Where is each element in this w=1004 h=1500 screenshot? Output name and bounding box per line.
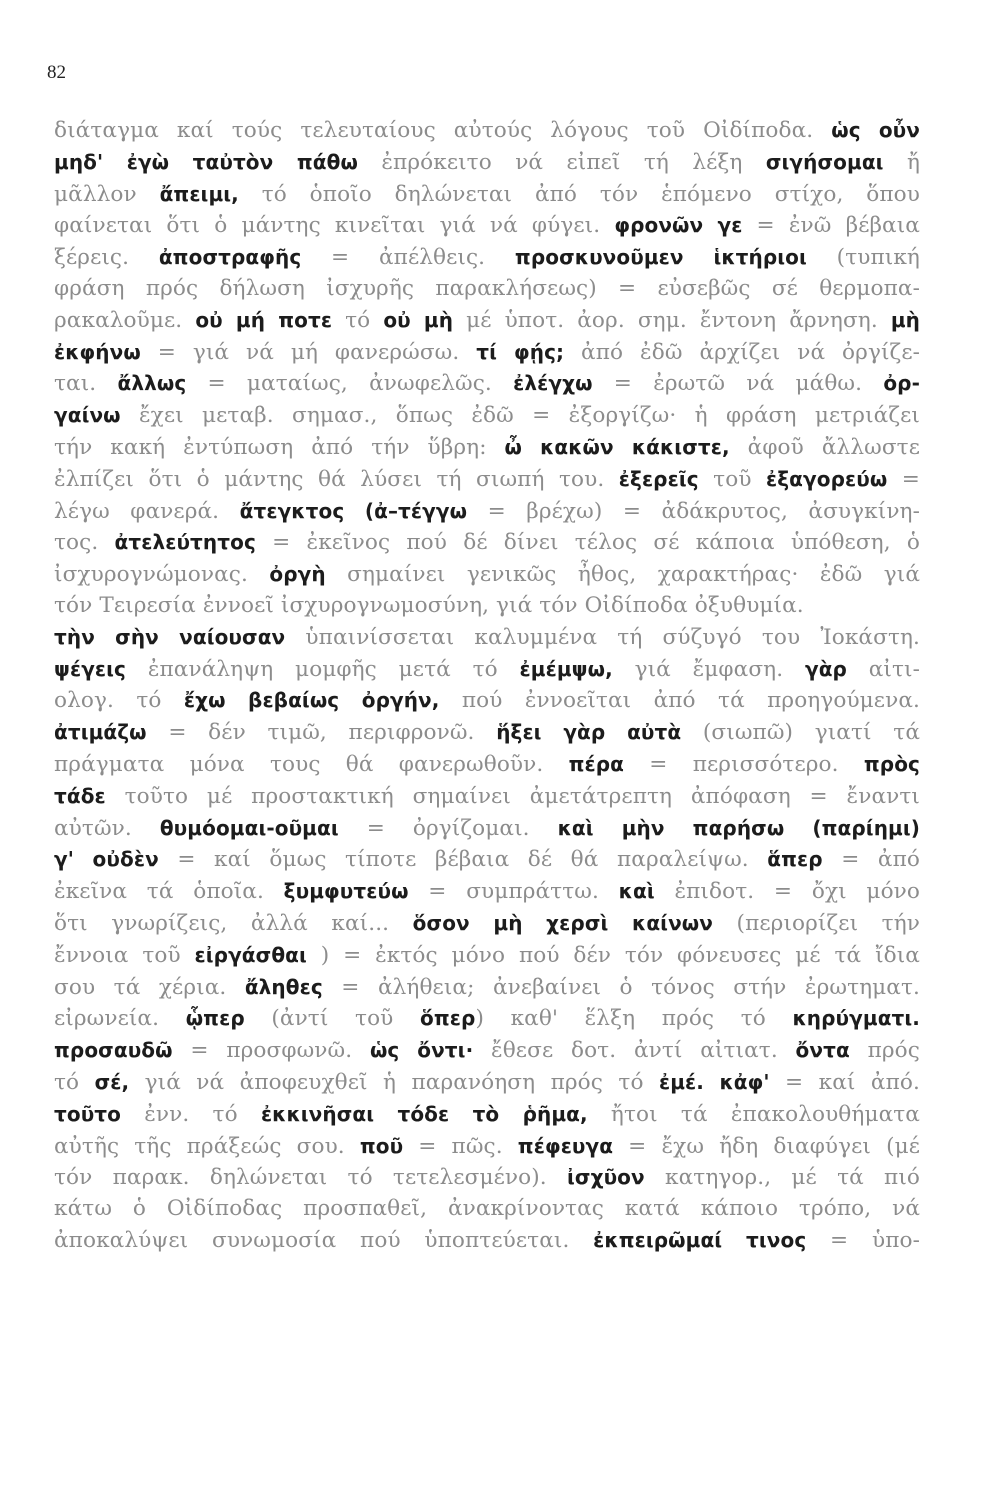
- gloss-text: = καί ἀπό.: [769, 1069, 920, 1095]
- bold-term: ψέγεις: [54, 656, 127, 681]
- gloss-text: = συμπράττω.: [408, 879, 619, 905]
- gloss-text: = πῶς.: [403, 1133, 518, 1159]
- bold-term: ξυμφυτεύω: [283, 879, 409, 904]
- text-line: [54, 972, 920, 1004]
- gloss-text: = ματαίως, ἀνωφελῶς.: [186, 371, 514, 397]
- gloss-text: = προσφωνῶ.: [172, 1038, 370, 1064]
- text-line: [54, 305, 920, 337]
- bold-term: ὀρ-: [883, 371, 920, 396]
- gloss-text: σημαίνει γενικῶς ἦθος, χαρακτήρας· ἐδῶ γιά: [325, 562, 921, 588]
- gloss-text: ἀποκαλύψει συνωμοσία πού ὑποπτεύεται.: [54, 1227, 594, 1253]
- bold-term: εἰργάσθαι: [194, 942, 307, 967]
- bold-term: ἀτιμάζω: [54, 720, 147, 745]
- text-line: [54, 622, 920, 654]
- bold-term: προσαυδῶ: [54, 1038, 173, 1063]
- bold-term: πέρα: [568, 751, 625, 776]
- gloss-text: ἤτοι τά ἐπακολουθήματα: [587, 1101, 920, 1127]
- bold-term: θυμόομαι-οῦμαι: [159, 815, 339, 840]
- gloss-text: = βρέχω) = ἀδάκρυτος, ἀσυγκίνη-: [467, 498, 920, 524]
- gloss-text: ἐπιδοτ. = ὄχι μόνο: [654, 879, 920, 905]
- gloss-text: ἀφοῦ ἄλλωστε: [729, 434, 920, 460]
- bold-term: πέφευγα: [517, 1133, 614, 1158]
- gloss-text: =: [887, 466, 920, 492]
- text-line: [54, 844, 920, 876]
- text-line: [54, 527, 920, 559]
- gloss-text: = ὑπο-: [806, 1227, 920, 1253]
- gloss-text: τό ὁποῖο δηλώνεται ἀπό τόν ἑπόμενο στίχο, ὅπου: [238, 181, 920, 207]
- bold-term: πρὸς: [863, 751, 921, 776]
- bold-term: ποῦ: [359, 1133, 404, 1158]
- text-line: [54, 115, 920, 147]
- gloss-text: = γιά νά μή φανερώσω.: [140, 339, 477, 365]
- gloss-text: πού ἐννοεῖται ἀπό τά προηγούμενα.: [439, 688, 920, 714]
- gloss-text: (περιορίζει τήν: [713, 910, 920, 936]
- bold-term: σέ,: [94, 1069, 130, 1094]
- bold-term: φρονῶν γε: [614, 213, 743, 238]
- bold-term: ἰσχῦον: [567, 1165, 645, 1190]
- bold-term: ὀργὴ: [269, 562, 326, 587]
- bold-term: ἐλέγχω: [513, 371, 593, 396]
- bold-term: ὅσον μὴ χερσὶ καίνων: [412, 910, 714, 935]
- gloss-text: τήν κακή ἐντύπωση ἀπό τήν ὕβρη:: [54, 434, 505, 460]
- bold-term: ὦ κακῶν κάκιστε,: [504, 434, 730, 459]
- gloss-text: τόν Τειρεσία ἐννοεῖ ἰσχυρογνωμοσύνη, γιά τόν Οἰδίποδα ὀξυθυμία.: [54, 592, 804, 618]
- bold-term: σιγήσομαι: [765, 149, 884, 174]
- text-line: [54, 781, 920, 813]
- bold-term: ἄλλως: [117, 371, 187, 396]
- bold-term: ἅπερ: [767, 847, 823, 872]
- gloss-text: φράση πρός δήλωση ἰσχυρῆς παρακλήσεως) = εὐσεβῶς σέ θερμοπα-: [54, 275, 920, 301]
- bold-term: οὐ μὴ: [383, 307, 454, 332]
- gloss-text: ξέρεις.: [54, 245, 159, 271]
- bold-term: κηρύγματι.: [792, 1006, 920, 1031]
- bold-term: ἔχω βεβαίως ὀργήν,: [183, 688, 440, 713]
- gloss-text: τό: [332, 307, 384, 333]
- gloss-text: = ἐκεῖνος πού δέ δίνει τέλος σέ κάποια ὑπόθεση, ὁ: [255, 530, 920, 556]
- bold-term: ἄτεγκτος (ἀ–τέγγω: [239, 498, 468, 523]
- bold-term: οὐ μή ποτε: [195, 307, 333, 332]
- gloss-text: ἔννοια τοῦ: [54, 942, 195, 968]
- gloss-text: ἐνν. τό: [121, 1101, 261, 1127]
- gloss-text: (τυπική: [806, 245, 920, 271]
- gloss-text: ρακαλοῦμε.: [54, 307, 196, 333]
- bold-term: τάδε: [54, 783, 106, 808]
- bold-term: γὰρ: [804, 656, 847, 681]
- gloss-text: κατηγορ., μέ τά πιό: [644, 1165, 921, 1191]
- text-line: [54, 559, 920, 591]
- text-line: [54, 908, 920, 940]
- bold-term: ἐμέ. κἀφ': [658, 1069, 770, 1094]
- text-line: [54, 1194, 920, 1225]
- bold-term: ἐκφήνω: [54, 339, 141, 364]
- bold-term: ὅπερ: [420, 1006, 476, 1031]
- bold-term: ὡς οὖν: [831, 118, 920, 142]
- bold-term: ἄληθες: [244, 974, 323, 999]
- gloss-text: ται.: [54, 371, 118, 397]
- text-line: [54, 147, 920, 179]
- gloss-text: τοῦ: [698, 466, 767, 492]
- gloss-text: γιά ἔμφαση.: [612, 656, 805, 682]
- text-line: [54, 464, 920, 496]
- gloss-text: τό: [54, 1069, 95, 1095]
- gloss-text: τος.: [54, 530, 115, 556]
- bold-term: ᾧπερ: [185, 1006, 245, 1031]
- gloss-text: = καί ὅμως τίποτε βέβαια δέ θά παραλείψω.: [158, 847, 768, 873]
- gloss-text: αὐτῶν.: [54, 815, 160, 841]
- text-line: [54, 1099, 920, 1131]
- gloss-text: ὑπαινίσσεται καλυμμένα τή σύζυγό του Ἰοκάστη.: [285, 624, 920, 650]
- text-line: [54, 1003, 920, 1035]
- bold-term: ὡς ὄντι·: [369, 1038, 474, 1063]
- gloss-text: = ἐρωτῶ νά μάθω.: [592, 371, 884, 397]
- gloss-text: γιά νά ἀποφευχθεῖ ἡ παρανόηση πρός τό: [129, 1069, 659, 1095]
- bold-term: ἥξει γὰρ αὐτὰ: [496, 720, 682, 745]
- text-line: [54, 813, 920, 845]
- bold-term: γαίνω: [54, 403, 121, 428]
- bold-term: τοῦτο: [54, 1101, 122, 1126]
- gloss-text: (σιωπῶ) γιατί τά: [681, 720, 920, 746]
- text-line: [54, 654, 920, 686]
- gloss-text: πράγματα μόνα τους θά φανερωθοῦν.: [54, 751, 569, 777]
- bold-term: ἐξερεῖς: [618, 466, 699, 491]
- gloss-text: ολογ. τό: [54, 688, 184, 714]
- text-line: [54, 432, 920, 464]
- gloss-text: ἐλπίζει ὅτι ὁ μάντης θά λύσει τή σιωπή του.: [54, 466, 619, 492]
- gloss-text: = ἀπό: [822, 847, 920, 873]
- bold-term: τί φῄς;: [476, 339, 565, 364]
- text-line: [54, 242, 920, 274]
- gloss-text: ἀπό ἐδῶ ἀρχίζει νά ὀργίζε-: [564, 339, 921, 365]
- text-line: [54, 274, 920, 305]
- gloss-text: = ἔχω ἤδη διαφύγει (μέ: [613, 1133, 921, 1159]
- gloss-text: = ἀλήθεια; ἀνεβαίνει ὁ τόνος στήν ἐρωτηματ.: [322, 974, 920, 1000]
- text-line: [54, 717, 920, 749]
- text-line: [54, 400, 920, 432]
- gloss-text: διάταγμα καί τούς τελευταίους αὐτούς λόγους τοῦ Οἰδίποδα.: [54, 118, 832, 143]
- bold-term: ἐκκινῆσαι τόδε τὸ ῥῆμα,: [260, 1101, 588, 1126]
- bold-term: προσκυνοῦμεν ἱκτήριοι: [514, 245, 807, 270]
- bold-term: καὶ: [618, 879, 655, 904]
- page-number: 82: [47, 62, 66, 83]
- text-line: [54, 179, 920, 211]
- gloss-text: ἐπανάληψη μομφῆς μετά τό: [126, 656, 520, 682]
- text-line: [54, 368, 920, 400]
- gloss-text: ἰσχυρογνώμονας.: [54, 562, 270, 588]
- gloss-text: κάτω ὁ Οἰδίποδας προσπαθεῖ, ἀνακρίνοντας κατά κάποιο τρόπο, νά: [54, 1196, 920, 1222]
- gloss-text: μᾶλλον: [54, 181, 160, 207]
- gloss-text: ἐπρόκειτο νά εἰπεῖ τή λέξη: [357, 149, 766, 175]
- bold-term: καὶ μὴν παρήσω (παρίημι): [557, 815, 920, 840]
- gloss-text: ἤ: [883, 149, 920, 175]
- text-line: [54, 337, 920, 369]
- text-line: [54, 1162, 920, 1194]
- text-line: [54, 1225, 920, 1257]
- gloss-text: μέ ὑποτ. ἀορ. σημ. ἔντονη ἄρνηση.: [453, 307, 891, 333]
- gloss-text: ἐκεῖνα τά ὁποῖα.: [54, 879, 284, 905]
- bold-term: μὴ: [890, 307, 921, 332]
- gloss-text: αἰτι-: [846, 656, 920, 682]
- gloss-text: = ἐνῶ βέβαια: [742, 213, 920, 239]
- gloss-text: φαίνεται ὅτι ὁ μάντης κινεῖται γιά νά φύγει.: [54, 213, 615, 239]
- gloss-text: λέγω φανερά.: [54, 498, 240, 524]
- bold-term: ἐμέμψω,: [519, 656, 613, 681]
- bold-term: ἀποστραφῆς: [158, 245, 302, 270]
- gloss-text: σου τά χέρια.: [54, 974, 245, 1000]
- text-line: [54, 1131, 920, 1163]
- bold-term: μηδ' ἐγὼ ταὐτὸν πάθω: [54, 149, 358, 174]
- gloss-text: = ὀργίζομαι.: [338, 815, 558, 841]
- text-line: [54, 876, 920, 908]
- bold-term: ἐκπειρῶμαί τινος: [593, 1227, 807, 1252]
- gloss-text: αὐτῆς τῆς πράξεώς σου.: [54, 1133, 360, 1159]
- gloss-text: ) = ἐκτός μόνο πού δέν τόν φόνευσες μέ τά ἴδια: [306, 942, 920, 968]
- bold-term: τὴν σὴν ναίουσαν: [54, 624, 286, 649]
- text-line: [54, 1067, 920, 1099]
- text-line: [54, 591, 920, 622]
- gloss-text: ἔθεσε δοτ. ἀντί αἰτιατ.: [473, 1038, 796, 1064]
- gloss-text: = δέν τιμῶ, περιφρονῶ.: [146, 720, 497, 746]
- gloss-text: ) καθ' ἕλξη πρός τό: [475, 1006, 793, 1032]
- text-line: [54, 210, 920, 242]
- bold-term: ἐξαγορεύω: [766, 466, 888, 491]
- text-line: [54, 940, 920, 972]
- gloss-text: = περισσότερο.: [624, 751, 864, 777]
- gloss-text: πρός: [849, 1038, 920, 1064]
- text-line: [54, 1035, 920, 1067]
- text-line: [54, 749, 920, 781]
- gloss-text: τόν παρακ. δηλώνεται τό τετελεσμένο).: [54, 1165, 567, 1191]
- gloss-text: τοῦτο μέ προστακτική σημαίνει ἀμετάτρεπτη ἀπόφαση = ἔναντι: [105, 783, 920, 809]
- bold-term: γ' οὐδὲν: [54, 847, 159, 872]
- text-line: [54, 496, 920, 528]
- bold-term: ἀτελεύτητος: [114, 530, 256, 555]
- gloss-text: εἰρωνεία.: [54, 1006, 186, 1032]
- commentary-text: [54, 115, 920, 1257]
- gloss-text: (ἀντί τοῦ: [244, 1006, 421, 1032]
- gloss-text: = ἀπέλθεις.: [301, 245, 515, 271]
- gloss-text: ὅτι γνωρίζεις, ἀλλά καί...: [54, 910, 413, 936]
- bold-term: ἄπειμι,: [159, 181, 239, 206]
- gloss-text: ἔχει μεταβ. σημασ., ὅπως ἐδῶ = ἐξοργίζω· ἡ φράση μετριάζει: [120, 403, 920, 429]
- text-line: [54, 685, 920, 717]
- bold-term: ὄντα: [795, 1038, 850, 1063]
